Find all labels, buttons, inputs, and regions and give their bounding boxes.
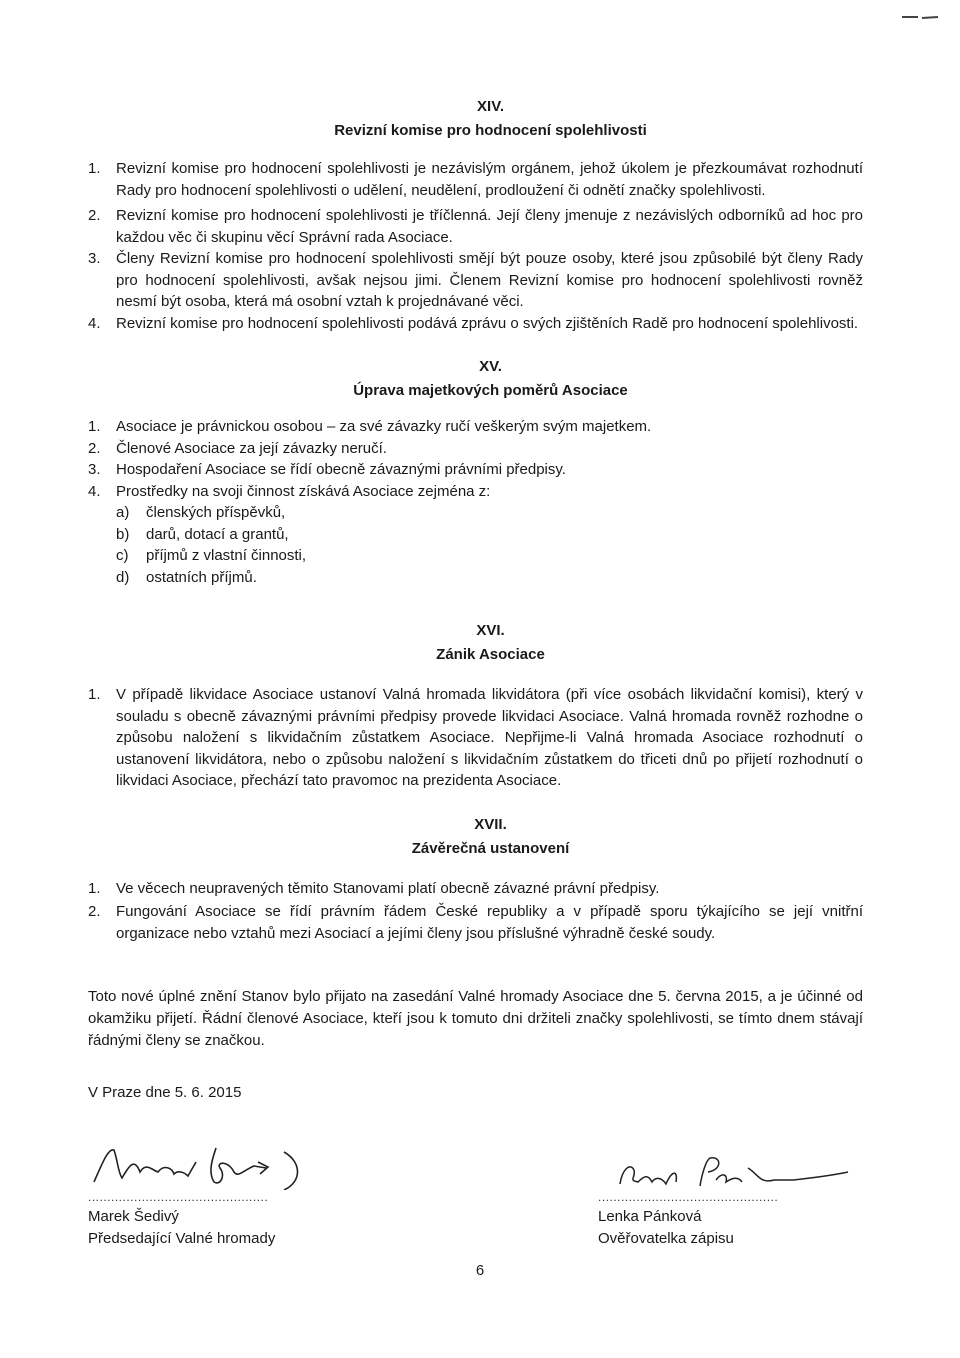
signer-role: Ověřovatelka zápisu — [598, 1230, 734, 1247]
document-body — [88, 96, 863, 1119]
list-item: 3. Hospodaření Asociace se řídí obecně závaznými právními předpisy. — [88, 461, 566, 478]
sublist-item: b) darů, dotací a grantů, — [116, 525, 289, 543]
section-number: XVII. — [474, 815, 507, 833]
closing-paragraph: Toto nové úplné znění Stanov bylo přijato na zasedání Valné hromady Asociace dne 5. června 2015, a je účinné od okamžiku přijetí. Řádní členové Asociace, kteří jsou k tomuto dni držiteli značky spolehlivosti, se tímto dnem stávají řádnými členy se značkou. — [88, 988, 863, 1049]
signer-name: Marek Šedivý — [88, 1208, 179, 1225]
list-item: 1. V případě likvidace Asociace ustanoví Valná hromada likvidátora (při více osobách likvidační komisi), který v souladu s obecně závaznými právními předpisy provede likvidaci Asociace. Valná hromada rovněž rozhodne o způsobu naložení s likvidačním zůstatkem Asociace. Nepřijme-li Valná hromada Asociace rozhodnutí o ustanovení likvidátora, nebo o způsobu naložení s likvidačním zůstatkem do třiceti dnů po přijetí rozhodnutí o likvidaci Asociace, přechází tato pravomoc na prezidenta Asociace. — [88, 686, 863, 789]
scan-mark — [900, 14, 940, 20]
numbered-list — [88, 684, 863, 792]
list-item: 3. Členy Revizní komise pro hodnocení spolehlivosti smějí být pouze osoby, které jsou způsobilé být členy Rady pro hodnocení spolehlivosti, avšak nejsou jimi. Členem Revizní komise pro hodnocení spolehlivosti rovněž nesmí být osoba, která má osobní vztah k projednávané věci. — [88, 250, 863, 310]
signer-role: Předsedající Valné hromady — [88, 1230, 276, 1247]
section-number: XVI. — [476, 622, 505, 639]
list-item: 2. Revizní komise pro hodnocení spolehlivosti je tříčlenná. Její členy jmenuje z nezávislých odborníků ad hoc pro každou věc či skupinu věcí Správní rada Asociace. — [88, 207, 863, 246]
sublist-item: a) členských příspěvků, — [116, 504, 286, 521]
list-item: 4. Prostředky na svoji činnost získává Asociace zejména z: a) členských příspěvků, b) darů, dotací a grantů, c) příjmů z vlastní činnosti, d) ostatních příjmů. — [88, 481, 863, 589]
numbered-list — [88, 158, 863, 334]
section-heading — [118, 814, 863, 860]
signature-line: ............................................... — [598, 1190, 779, 1204]
section-heading — [118, 96, 863, 142]
list-item: 4. Revizní komise pro hodnocení spolehlivosti podává zprávu o svých zjištěních Radě pro hodnocení spolehlivosti. — [88, 314, 859, 332]
section-title: Úprava majetkových poměrů Asociace — [353, 382, 628, 399]
list-item: 1. Asociace je právnickou osobou – za své závazky ručí veškerým svým majetkem. — [88, 418, 652, 435]
signature-line: ............................................... — [88, 1190, 269, 1204]
numbered-list — [88, 878, 863, 945]
signature-block-right — [598, 1150, 858, 1250]
section-number: XV. — [479, 358, 502, 375]
section-title: Revizní komise pro hodnocení spolehlivosti — [334, 122, 647, 139]
signer-name: Lenka Pánková — [598, 1208, 702, 1225]
section-number: XIV. — [477, 98, 504, 115]
list-item: 2. Fungování Asociace se řídí právním řádem České republiky a v případě sporu týkajícího se její vnitřní organizace nebo vztahů mezi Asociací a jejími členy jsou příslušné výhradně české soudy. — [88, 903, 863, 942]
handwritten-signature-right — [598, 1150, 858, 1190]
numbered-list — [88, 416, 863, 588]
section-xvii — [88, 814, 863, 945]
section-title: Závěrečná ustanovení — [411, 839, 570, 857]
lettered-sublist — [116, 502, 863, 588]
section-heading — [118, 620, 863, 666]
list-item: 1. Ve věcech neupravených těmito Stanovami platí obecně závazné právní předpisy. — [88, 879, 660, 897]
section-heading — [118, 356, 863, 402]
list-item: 1. Revizní komise pro hodnocení spolehlivosti je nezávislým orgánem, jehož úkolem je přezkoumávat rozhodnutí Rady pro hodnocení spolehlivosti o udělení, neudělení, prodloužení či odnětí značky spolehlivosti. — [88, 160, 863, 199]
signature-block-left — [88, 1142, 348, 1250]
page-number: 6 — [475, 1262, 485, 1279]
section-xv — [88, 356, 863, 588]
list-item: 2. Členové Asociace za její závazky neručí. — [88, 439, 387, 457]
section-xvi — [88, 620, 863, 792]
section-xiv — [88, 96, 863, 334]
section-title: Zánik Asociace — [436, 646, 545, 663]
sublist-item: d) ostatních příjmů. — [116, 568, 257, 586]
handwritten-signature-left — [88, 1142, 348, 1190]
sublist-item: c) příjmů z vlastní činnosti, — [116, 547, 307, 564]
place-date: V Praze dne 5. 6. 2015 — [88, 1084, 242, 1101]
